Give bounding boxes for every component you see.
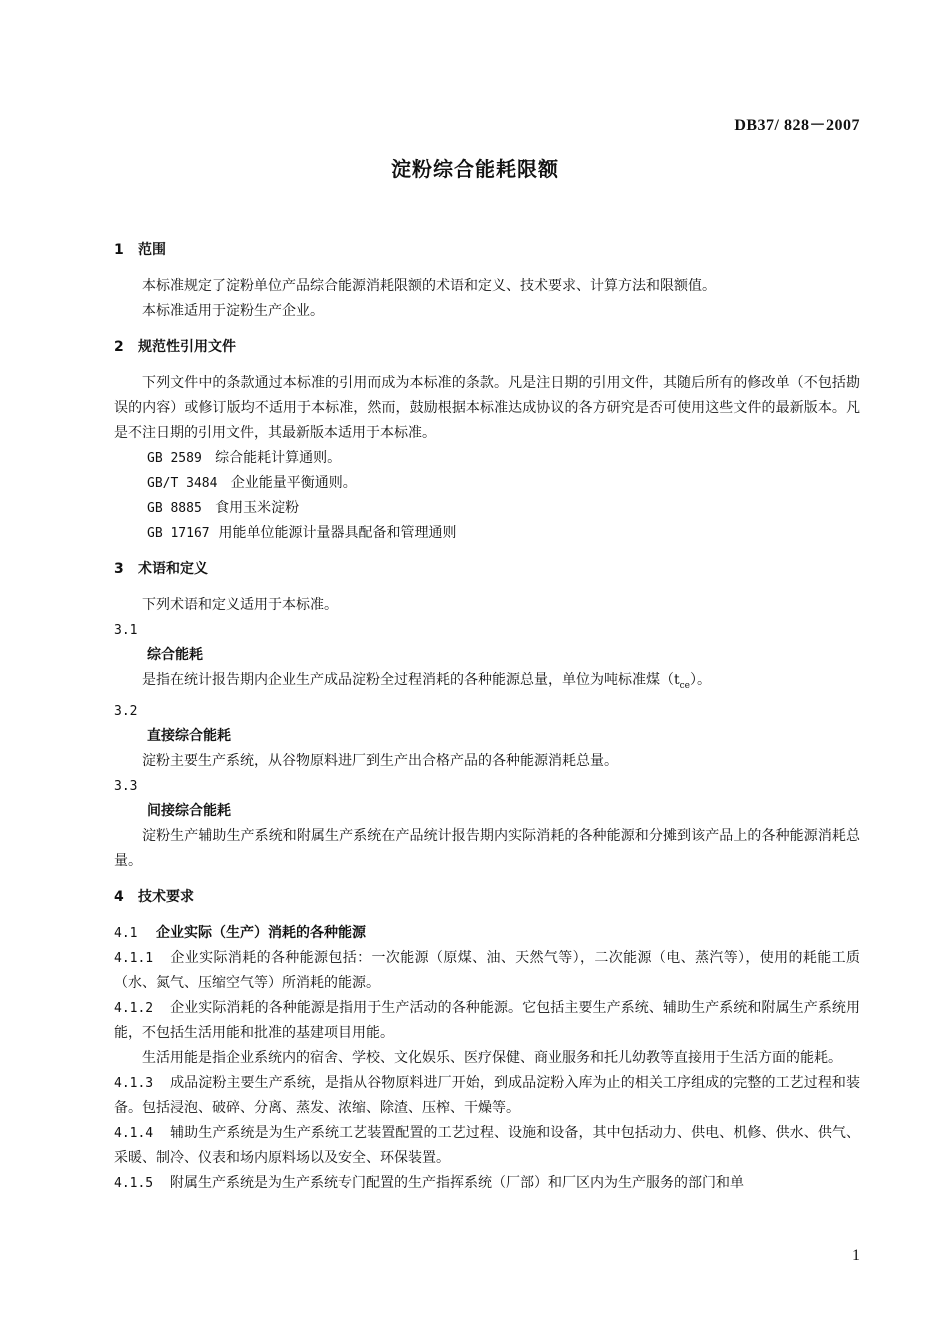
section-heading-4: 4 技术要求 <box>114 888 194 905</box>
reference-item: GB 17167 用能单位能源计量器具配备和管理通则 <box>147 525 457 541</box>
term-definition: 淀粉主要生产系统，从谷物原料进厂到生产出合格产品的各种能源消耗总量。 <box>142 752 618 769</box>
term-name: 间接综合能耗 <box>147 802 231 819</box>
clause: 4.1.1 企业实际消耗的各种能源包括：一次能源（原煤、油、天然气等），二次能源（电、蒸汽等），使用的耗能工质（水、氮气、压缩空气等）所消耗的能源。 <box>114 949 860 991</box>
clause: 4.1.4 辅助生产系统是为生产系统工艺装置配置的工艺过程、设施和设备，其中包括动力、供电、机修、供水、供气、采暖、制冷、仪表和场内原料场以及安全、环保装置。 <box>114 1124 860 1166</box>
term-name: 直接综合能耗 <box>147 727 231 744</box>
subsection-heading: 4.1 企业实际（生产）消耗的各种能源 <box>114 924 366 941</box>
paragraph: 下列文件中的条款通过本标准的引用而成为本标准的条款。凡是注日期的引用文件，其随后所有的修改单（不包括勘误的内容）或修订版均不适用于本标准，然而，鼓励根据本标准达成协议的各方研究是否可使用这些文件的最新版本。凡是不注日期的引用文件，其最新版本适用于本标准。 <box>114 375 860 441</box>
reference-item: GB 2589 综合能耗计算通则。 <box>147 450 342 466</box>
page-number: 1 <box>852 1247 860 1264</box>
clause: 4.1.2 企业实际消耗的各种能源是指用于生产活动的各种能源。它包括主要生产系统、辅助生产系统和附属生产系统用能，不包括生活用能和批准的基建项目用能。 <box>114 999 860 1041</box>
reference-item: GB 8885 食用玉米淀粉 <box>147 500 300 516</box>
term-number: 3.2 <box>114 703 138 719</box>
section-heading-2: 2 规范性引用文件 <box>114 339 236 355</box>
section-heading-3: 3 术语和定义 <box>114 561 208 577</box>
term-number: 3.1 <box>114 623 138 638</box>
term-number: 3.3 <box>114 778 138 794</box>
standard-code: DB37/ 828－2007 <box>734 117 860 134</box>
clause: 4.1.5 附属生产系统是为生产系统专门配置的生产指挥系统（厂部）和厂区内为生产服务的部门和单 <box>114 1174 744 1191</box>
term-definition: 淀粉生产辅助生产系统和附属生产系统在产品统计报告期内实际消耗的各种能源和分摊到该产品上的各种能源消耗总量。 <box>114 827 860 869</box>
paragraph: 生活用能是指企业系统内的宿舍、学校、文化娱乐、医疗保健、商业服务和托儿幼教等直接用于生活方面的能耗。 <box>142 1049 842 1066</box>
document-body <box>114 238 860 1196</box>
document-title: 淀粉综合能耗限额 <box>391 157 559 181</box>
reference-item: GB/T 3484 企业能量平衡通则。 <box>147 475 357 491</box>
paragraph: 本标准适用于淀粉生产企业。 <box>142 303 324 319</box>
section-heading-1: 1 范围 <box>114 242 166 258</box>
paragraph: 下列术语和定义适用于本标准。 <box>142 597 338 613</box>
term-definition: 是指在统计报告期内企业生产成品淀粉全过程消耗的各种能源总量，单位为吨标准煤$(t_{ce})$。 <box>142 672 711 691</box>
term-name: 综合能耗 <box>147 647 203 663</box>
clause: 4.1.3 成品淀粉主要生产系统，是指从谷物原料进厂开始，到成品淀粉入库为止的相关工序组成的完整的工艺过程和装备。包括浸泡、破碎、分离、蒸发、浓缩、除渣、压榨、干燥等。 <box>114 1074 860 1116</box>
paragraph: 本标准规定了淀粉单位产品综合能源消耗限额的术语和定义、技术要求、计算方法和限额值。 <box>142 278 716 294</box>
